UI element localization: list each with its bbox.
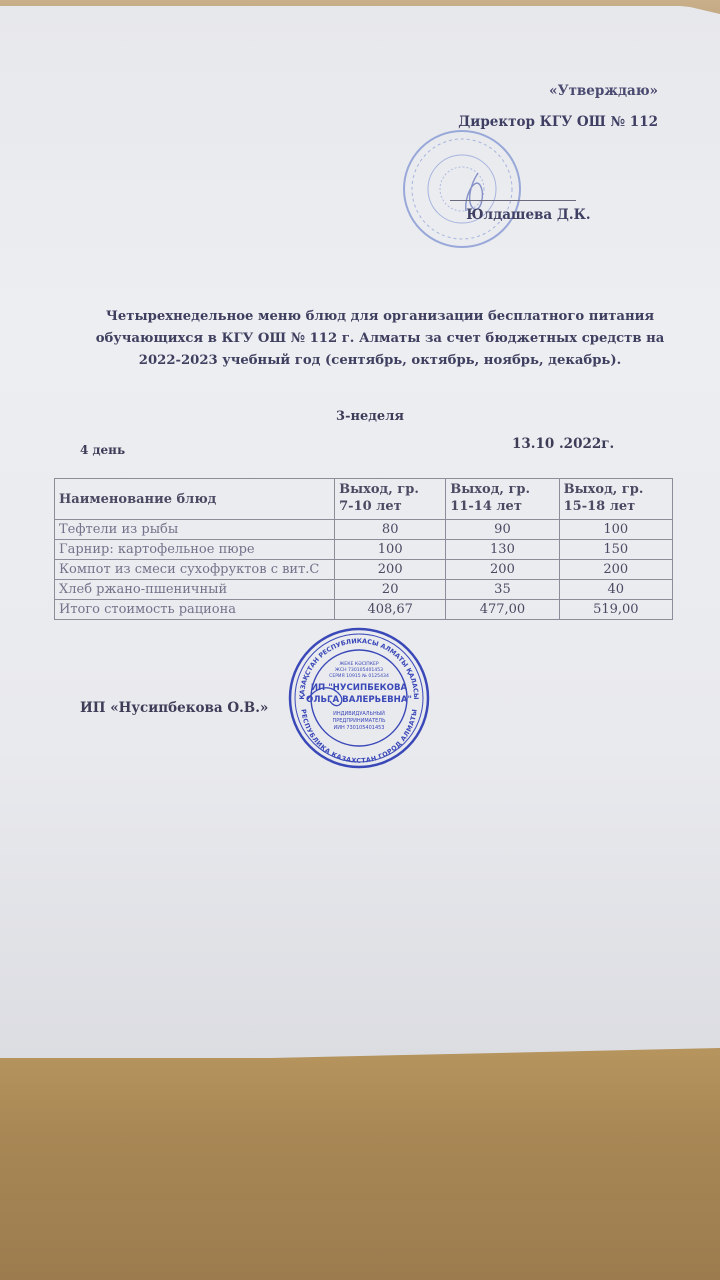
table-row bbox=[55, 560, 673, 580]
stamp-line-e: ПРЕДПРИНИМАТЕЛЬ bbox=[332, 718, 386, 724]
total-11-14: 477,00 bbox=[446, 600, 559, 620]
header-age-range: 7-10 лет bbox=[339, 499, 402, 514]
title-line-2: обучающихся в КГУ ОШ № 112 г. Алматы за счет бюджетных средств на bbox=[95, 331, 665, 346]
yield-11-14: 130 bbox=[446, 540, 559, 560]
yield-15-18: 150 bbox=[559, 540, 672, 560]
yield-7-10: 80 bbox=[335, 520, 446, 540]
header-yield-label: Выход, гр. bbox=[450, 482, 531, 497]
header-yield-7-10 bbox=[335, 479, 446, 520]
table-row bbox=[55, 520, 673, 540]
yield-15-18: 200 bbox=[559, 560, 672, 580]
table-header-row bbox=[55, 479, 673, 520]
stamp-line-b: ЖСН 730105401453 bbox=[334, 668, 384, 673]
yield-15-18: 100 bbox=[559, 520, 672, 540]
yield-11-14: 90 bbox=[446, 520, 559, 540]
dish-name: Гарнир: картофельное пюре bbox=[55, 540, 335, 560]
total-15-18: 519,00 bbox=[559, 600, 672, 620]
stamp-ring-top: ҚАЗАҚСТАН РЕСПУБЛИКАСЫ АЛМАТЫ ҚАЛАСЫ bbox=[297, 636, 421, 700]
stamp-line-a: ЖЕКЕ КӘСІПКЕР bbox=[339, 662, 379, 667]
stamp-line-f: ИИН 730105401453 bbox=[333, 725, 385, 731]
yield-7-10: 100 bbox=[335, 540, 446, 560]
header-dish-name: Наименование блюд bbox=[55, 479, 335, 520]
header-yield-label: Выход, гр. bbox=[563, 482, 644, 497]
signature-line bbox=[450, 200, 576, 201]
date-label: 13.10 .2022г. bbox=[512, 436, 615, 452]
approval-title: «Утверждаю» bbox=[549, 83, 658, 99]
stamp-line-d: ИНДИВИДУАЛЬНЫЙ bbox=[333, 711, 385, 717]
stamp-ring-bottom: РЕСПУБЛИКА КАЗАХСТАН ГОРОД АЛМАТЫ bbox=[299, 708, 419, 765]
day-label: 4 день bbox=[80, 443, 126, 457]
dish-name: Хлеб ржано-пшеничный bbox=[55, 580, 335, 600]
approval-block bbox=[458, 76, 658, 223]
approval-name: Юлдашева Д.К. bbox=[466, 207, 591, 223]
header-yield-15-18 bbox=[559, 479, 672, 520]
total-label: Итого стоимость рациона bbox=[55, 600, 335, 620]
total-7-10: 408,67 bbox=[335, 600, 446, 620]
week-label: 3-неделя bbox=[336, 409, 404, 424]
stamp-name-1: ИП "НУСИПБЕКОВА bbox=[310, 683, 408, 693]
menu-table bbox=[54, 478, 673, 620]
entrepreneur-stamp bbox=[286, 627, 432, 769]
yield-7-10: 20 bbox=[335, 580, 446, 600]
yield-11-14: 200 bbox=[446, 560, 559, 580]
document-title bbox=[70, 306, 690, 372]
header-yield-label: Выход, гр. bbox=[339, 482, 419, 497]
yield-7-10: 200 bbox=[335, 560, 446, 580]
provider-signature: ИП «Нусипбекова О.В.» bbox=[80, 700, 269, 716]
table-surface-bottom bbox=[0, 1040, 720, 1280]
header-yield-11-14 bbox=[446, 479, 559, 520]
dish-name: Компот из смеси сухофруктов с вит.С bbox=[55, 560, 335, 580]
header-age-range: 15-18 лет bbox=[563, 499, 636, 514]
dish-name: Тефтели из рыбы bbox=[55, 520, 335, 540]
header-age-range: 11-14 лет bbox=[450, 499, 522, 514]
stamp-line-c: СЕРИЯ 10915 № 0125434 bbox=[329, 674, 389, 679]
table-row bbox=[55, 580, 673, 600]
title-line-3: 2022-2023 учебный год (сентябрь, октябрь, ноябрь, декабрь). bbox=[138, 353, 622, 368]
yield-11-14: 35 bbox=[446, 580, 559, 600]
approval-position: Директор КГУ ОШ № 112 bbox=[458, 114, 658, 130]
yield-15-18: 40 bbox=[559, 580, 672, 600]
table-row bbox=[55, 540, 673, 560]
total-row bbox=[55, 600, 673, 620]
title-line-1: Четырехнедельное меню блюд для организации бесплатного питания bbox=[105, 309, 655, 324]
stamp-name-2: ОЛЬГА ВАЛЕРЬЕВНА" bbox=[306, 695, 412, 705]
